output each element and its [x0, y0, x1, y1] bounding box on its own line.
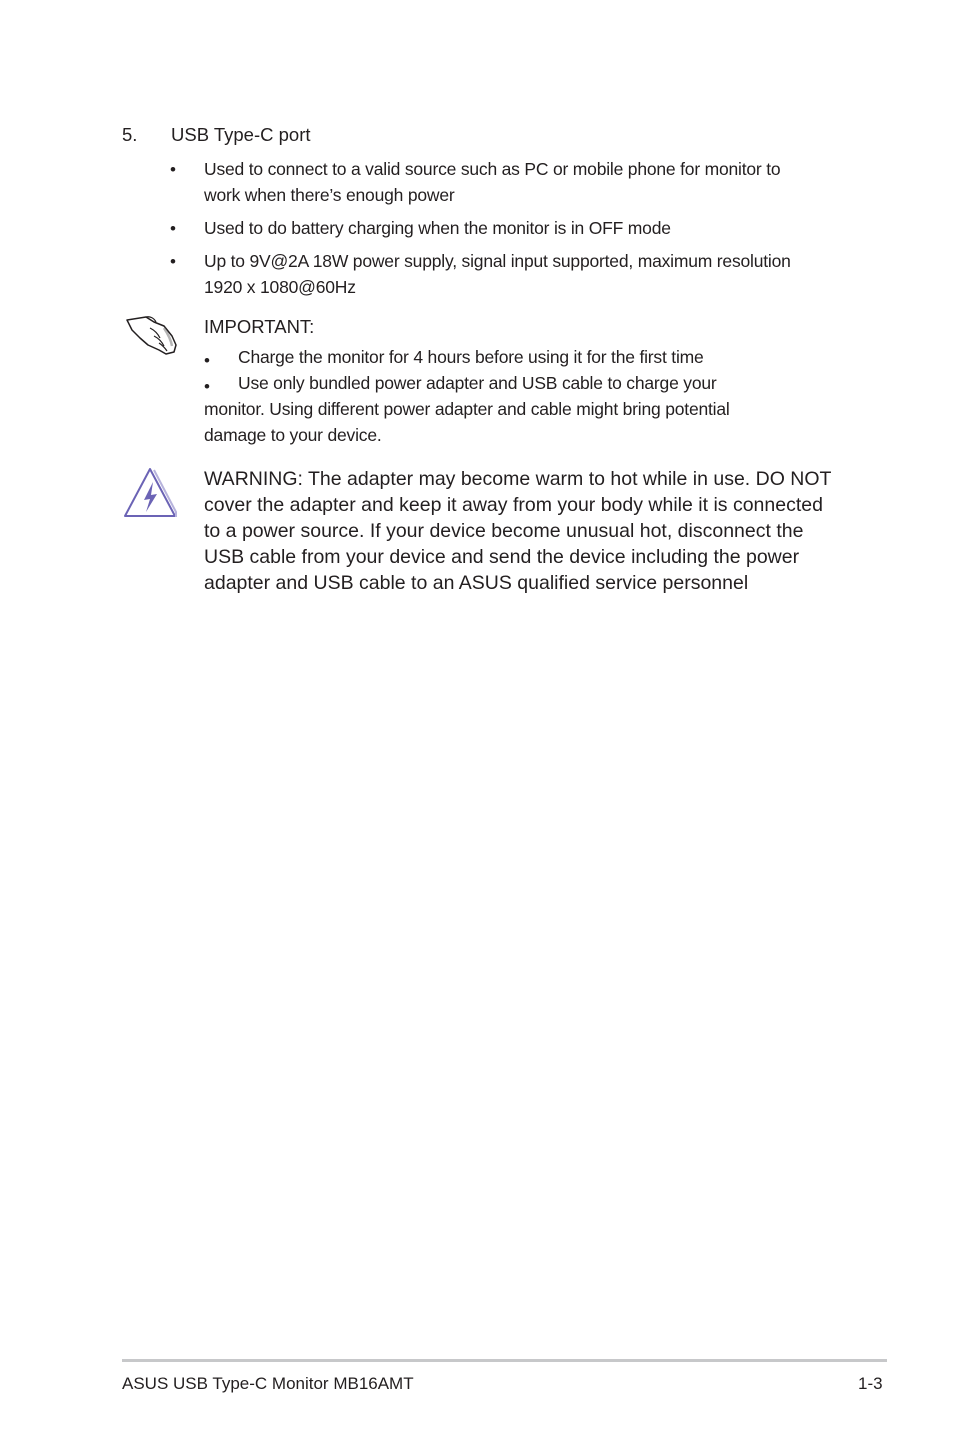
warning-text: WARNING: The adapter may become warm to hot while in use. DO NOT cover the adapter and keep it away from your body while it is connected to a power source. If your device become unusual hot, disconnect the USB cable from your device and send the device including the power adapter and USB cable to an ASUS qualified service personnel: [204, 468, 832, 594]
page-number: 1-3: [858, 1374, 883, 1393]
bullet-marker: •: [204, 351, 210, 370]
warning-lightning-icon: [122, 466, 178, 520]
hand-pointer-icon: [124, 312, 178, 356]
bullet-marker: •: [170, 160, 176, 179]
important-line: Use only bundled power adapter and USB cable to charge your: [238, 373, 717, 393]
section-title: USB Type-C port: [171, 124, 311, 145]
list-item: Used to connect to a valid source such as PC or mobile phone for monitor to work when there’s enough power: [204, 159, 781, 205]
important-line: monitor. Using different power adapter and cable might bring potential: [204, 399, 730, 419]
list-item: Up to 9V@2A 18W power supply, signal input supported, maximum resolution 1920 x 1080@60Hz: [204, 251, 791, 297]
bullet-marker: •: [170, 219, 176, 238]
footer-title: ASUS USB Type-C Monitor MB16AMT: [122, 1374, 414, 1393]
list-item: Used to do battery charging when the monitor is in OFF mode: [204, 218, 671, 238]
section-number: 5.: [122, 124, 138, 145]
important-line: damage to your device.: [204, 425, 382, 445]
bullet-marker: •: [170, 252, 176, 271]
important-title: IMPORTANT:: [204, 316, 315, 337]
footer-divider: [122, 1359, 887, 1362]
bullet-marker: •: [204, 377, 210, 396]
important-line: Charge the monitor for 4 hours before using it for the first time: [238, 347, 704, 367]
